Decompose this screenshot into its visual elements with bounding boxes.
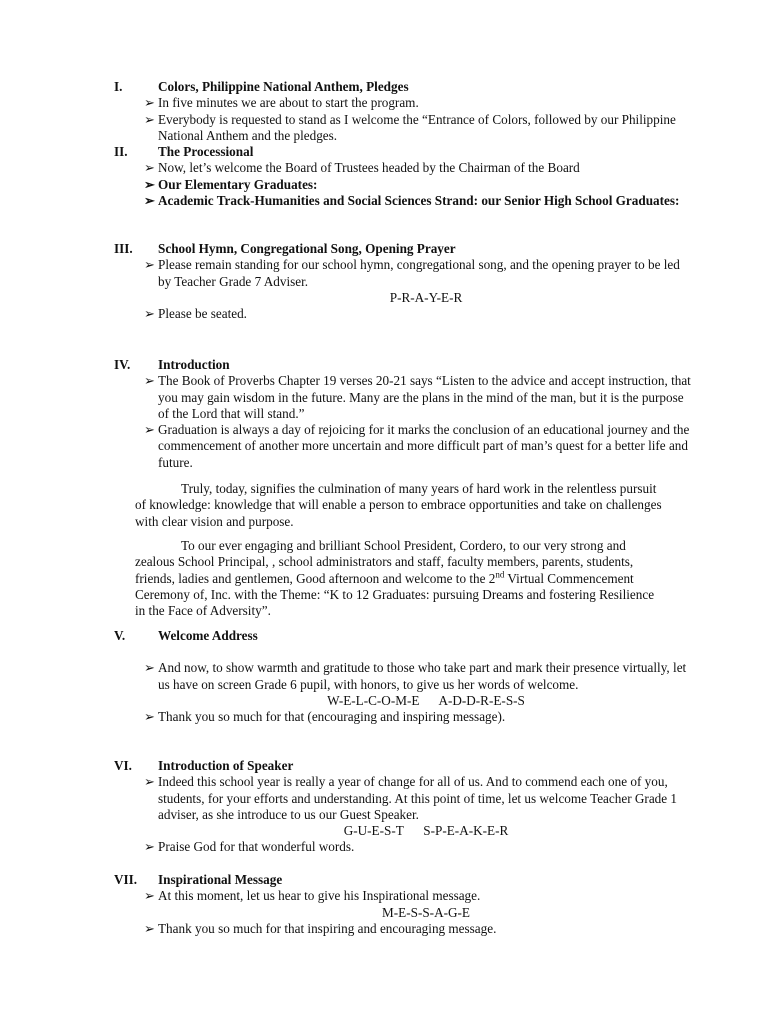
- arrow-bullet-icon: ➢: [144, 774, 156, 790]
- bullet-text: Please remain standing for our school hymn, congregational song, and the opening prayer to be led by Teacher Grade 7 Adviser.: [158, 257, 680, 289]
- section-4: [114, 357, 694, 471]
- superscript: nd: [495, 569, 505, 580]
- cue-text: M-E-S-S-A-G-E: [382, 904, 470, 920]
- section-title: The Processional: [158, 144, 254, 159]
- arrow-bullet-icon: ➢: [144, 95, 156, 111]
- cue-text: W-E-L-C-O-M-E A-D-D-R-E-S-S: [327, 692, 525, 708]
- arrow-bullet-icon: ➢: [144, 709, 156, 725]
- section-number: II.: [114, 144, 128, 159]
- arrow-bullet-icon: ➢: [144, 111, 156, 127]
- bullet-text: The Book of Proverbs Chapter 19 verses 20-21 says “Listen to the advice and accept instruction, that you may gain wisdom in the future. Many are the plans in the mind of the man, but it is the purpose of the Lord that will stand.”: [158, 373, 691, 421]
- section-3: [114, 241, 694, 322]
- bullet-text: In five minutes we are about to start the program.: [158, 95, 419, 111]
- bullet-text: Thank you so much for that inspiring and encouraging message.: [158, 920, 497, 936]
- paragraph-text: Virtual Commencement Ceremony of, Inc. with the Theme: “K to 12 Graduates: pursuing Dreams and fostering Resilience in the Face of Adversity”.: [135, 570, 655, 619]
- bullet-text: Praise God for that wonderful words.: [158, 839, 355, 855]
- section-number: V.: [114, 628, 126, 643]
- arrow-bullet-icon: ➢: [144, 422, 156, 438]
- section-number: I.: [114, 79, 123, 94]
- bullet-text: Academic Track-Humanities and Social Sciences Strand: our Senior High School Graduates:: [158, 192, 680, 208]
- arrow-bullet-icon: ➢: [144, 257, 156, 273]
- section-title: School Hymn, Congregational Song, Opening Prayer: [158, 241, 456, 256]
- bullet-text: At this moment, let us hear to give his Inspirational message.: [158, 888, 481, 904]
- arrow-bullet-icon: ➢: [144, 920, 156, 936]
- paragraph-text: To our ever engaging and brilliant School President, Cordero, to our very strong and zealous School Principal, , school administrators and staff, faculty members, parents, students, friends, ladies and gentlemen, Good afternoon and welcome to the 2: [135, 538, 634, 586]
- bullet-text: And now, to show warmth and gratitude to those who take part and mark their presence virtually, let us have on screen Grade 6 pupil, with honors, to give us her words of welcome.: [158, 660, 687, 692]
- cue-text: G-U-E-S-T S-P-E-A-K-E-R: [343, 823, 509, 839]
- section-title: Colors, Philippine National Anthem, Pledges: [158, 79, 409, 94]
- paragraph: Truly, today, signifies the culmination of many years of hard work in the relentless pursuit of knowledge: knowledge that will enable a person to embrace opportunities and take on challenges with clear vision and purpose.: [135, 481, 662, 529]
- paragraph: [135, 538, 665, 619]
- bullet-text: Thank you so much for that (encouraging and inspiring message).: [158, 709, 506, 725]
- section-number: III.: [114, 241, 133, 256]
- section-5: [114, 628, 694, 725]
- section-2: [114, 144, 694, 209]
- section-1: [114, 79, 694, 144]
- bullet-text: Everybody is requested to stand as I welcome the “Entrance of Colors, followed by our Philippine National Anthem and the pledges.: [158, 111, 676, 143]
- arrow-bullet-icon: ➢: [144, 839, 156, 855]
- section-title: Introduction: [158, 357, 230, 372]
- section-title: Welcome Address: [158, 628, 258, 643]
- bullet-text: Indeed this school year is really a year of change for all of us. And to commend each one of you, students, for your efforts and understanding. At this point of time, let us welcome Teacher Grade 1 adviser, as she introduce to us our Guest Speaker.: [158, 774, 678, 822]
- bullet-text: Now, let’s welcome the Board of Trustees headed by the Chairman of the Board: [158, 160, 580, 176]
- bullet-text: Graduation is always a day of rejoicing for it marks the conclusion of an educational journey and the commencement of another more uncertain and more difficult part of man’s quest for a better life and future.: [158, 422, 690, 470]
- section-7: [114, 872, 694, 937]
- section-number: IV.: [114, 357, 131, 372]
- cue-text: P-R-A-Y-E-R: [389, 289, 463, 305]
- section-title: Introduction of Speaker: [158, 758, 294, 773]
- section-6: [114, 758, 694, 856]
- arrow-bullet-icon: ➢: [144, 160, 156, 176]
- bullet-text: Please be seated.: [158, 306, 247, 322]
- section-number: VI.: [114, 758, 132, 773]
- arrow-bullet-icon: ➢: [144, 176, 156, 192]
- bullet-text: Our Elementary Graduates:: [158, 176, 318, 192]
- arrow-bullet-icon: ➢: [144, 373, 156, 389]
- arrow-bullet-icon: ➢: [144, 888, 156, 904]
- arrow-bullet-icon: ➢: [144, 660, 156, 676]
- section-title: Inspirational Message: [158, 872, 283, 887]
- arrow-bullet-icon: ➢: [144, 192, 156, 208]
- arrow-bullet-icon: ➢: [144, 306, 156, 322]
- section-number: VII.: [114, 872, 138, 887]
